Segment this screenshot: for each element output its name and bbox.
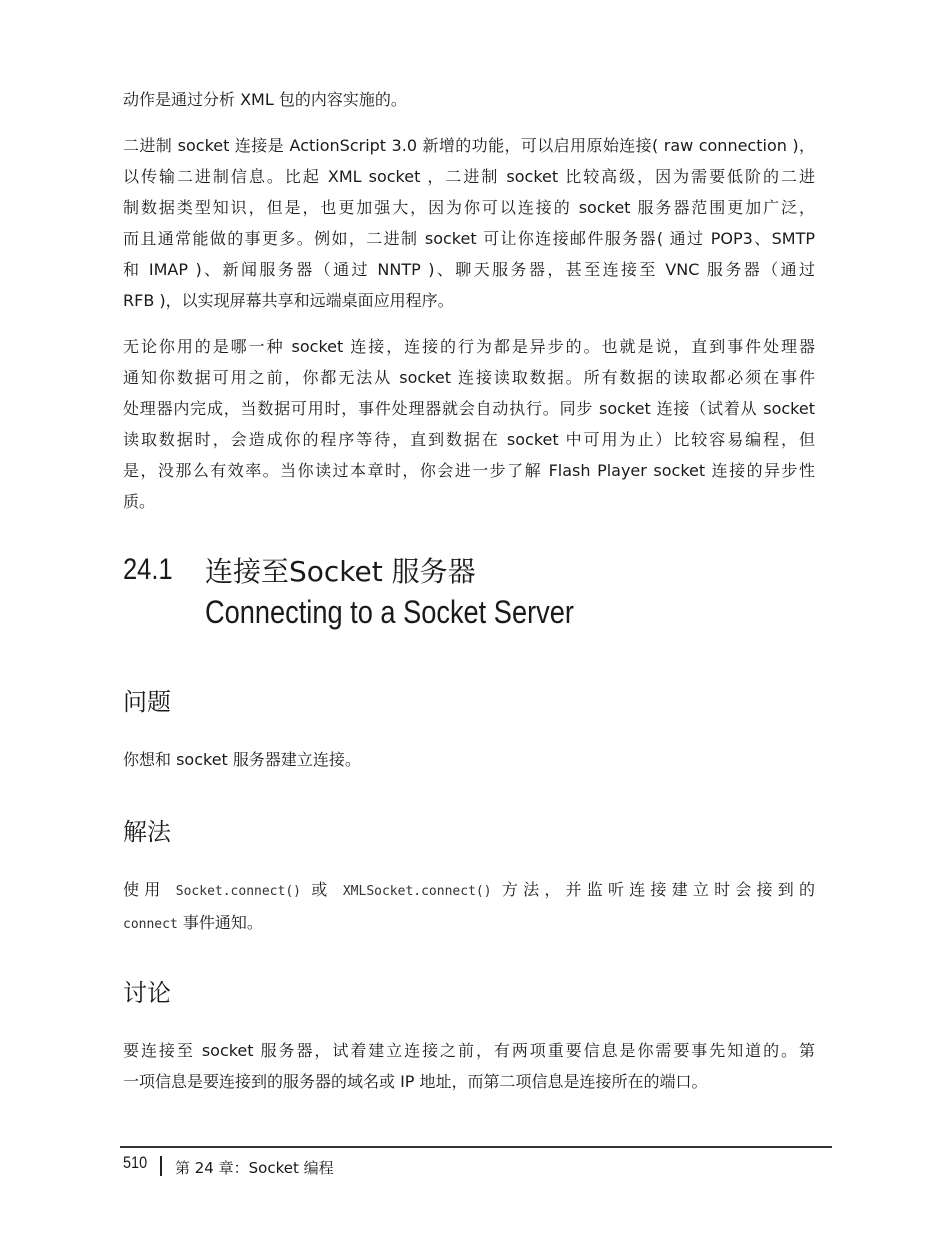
text-segment: 事件通知。 [177,913,263,932]
paragraph-line: 动作是通过分析 XML 包的内容实施的。 [123,90,407,109]
code-connect-event: connect [123,917,178,932]
paragraph-line: 读取数据时，会造成你的程序等待，直到数据在 socket 中可用为止）比较容易编程，但 [123,430,815,449]
paragraph-line: 一项信息是要连接到的服务器的域名或 IP 地址，而第二项信息是连接所在的端口。 [123,1072,708,1091]
paragraph-line: 和 IMAP )、新闻服务器（通过 NNTP )、聊天服务器，甚至连接至 VNC 服务器（通过 [123,260,815,279]
problem-heading: 问题 [123,688,171,716]
paragraph-line: 质。 [123,492,156,511]
paragraph-line: 要连接至 socket 服务器，试着建立连接之前，有两项重要信息是你需要事先知道的。第 [123,1041,815,1060]
discussion-heading: 讨论 [123,979,171,1007]
intro-paragraph [123,84,815,115]
section-title-english: Connecting to a Socket Server [205,594,574,630]
paragraph-line: 无论你用的是哪一种 socket 连接，连接的行为都是异步的。也就是说，直到事件处理器 [123,337,815,356]
paragraph-line [123,874,815,907]
section-number: 24.1 [123,553,173,586]
page-number: 510 [123,1153,148,1172]
discussion-paragraph [123,1035,815,1097]
text-segment: 或 [301,880,343,899]
async-paragraph [123,331,815,517]
code-socket-connect: Socket.connect() [175,884,301,899]
paragraph-line: 二进制 socket 连接是 ActionScript 3.0 新增的功能，可以启用原始连接( raw connection )， [123,136,815,155]
paragraph-line: 制数据类型知识，但是，也更加强大，因为你可以连接的 socket 服务器范围更加广泛， [123,198,815,217]
paragraph-line: 是，没那么有效率。当你读过本章时，你会进一步了解 Flash Player socket 连接的异步性 [123,461,815,480]
paragraph-line [123,907,815,940]
paragraph-line: 而且通常能做的事更多。例如，二进制 socket 可让你连接邮件服务器( 通过 POP3、SMTP [123,229,815,248]
code-xmlsocket-connect: XMLSocket.connect() [342,884,492,899]
solution-paragraph [123,874,815,940]
paragraph-line: 你想和 socket 服务器建立连接。 [123,750,361,769]
solution-heading: 解法 [123,818,171,846]
section-title-chinese: 连接至Socket 服务器 [205,555,476,588]
paragraph-line: 以传输二进制信息。比起 XML socket ，二进制 socket 比较高级，因为需要低阶的二进 [123,167,815,186]
text-segment: 方法，并监听连接建立时会接到的 [491,880,815,899]
binary-socket-paragraph [123,130,815,316]
paragraph-line: 处理器内完成，当数据可用时，事件处理器就会自动执行。同步 socket 连接（试着从 socket [123,399,815,418]
problem-paragraph [123,744,815,775]
text-segment: 使用 [123,880,176,899]
paragraph-line: RFB )，以实现屏幕共享和远端桌面应用程序。 [123,291,454,310]
chapter-label: 第 24 章：Socket 编程 [175,1159,334,1177]
footer-separator [160,1156,162,1176]
footer-divider [120,1146,832,1148]
paragraph-line: 通知你数据可用之前，你都无法从 socket 连接读取数据。所有数据的读取都必须在事件 [123,368,815,387]
